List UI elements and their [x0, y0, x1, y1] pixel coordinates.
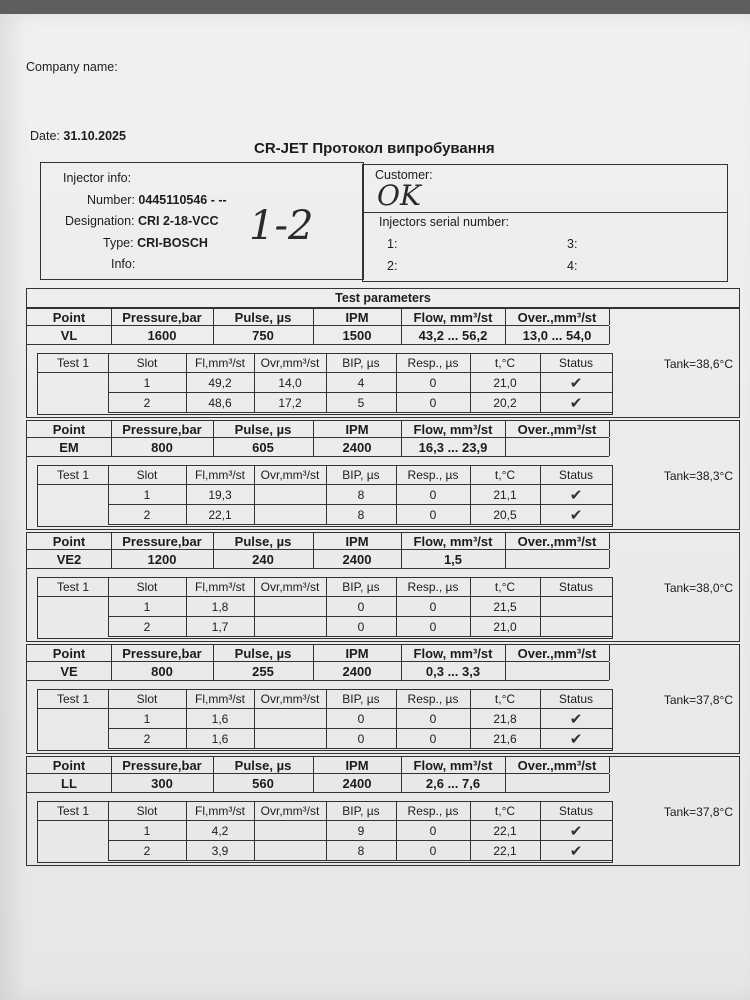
- results-header-fl: Fl,mm³/st: [186, 802, 255, 821]
- header-label-point: Point: [27, 757, 112, 773]
- header-label-ipm: IPM: [313, 309, 402, 325]
- results-cell-bip: 0: [326, 617, 397, 637]
- results-spacer: [38, 505, 109, 524]
- section-header-labels: [27, 421, 609, 438]
- test-section: [26, 532, 740, 642]
- results-cell-resp: 0: [396, 709, 471, 729]
- results-cell-ovr: 14,0: [254, 373, 327, 393]
- header-label-ipm: IPM: [313, 757, 402, 773]
- test-parameters-banner: [26, 288, 740, 308]
- results-header-resp: Resp., µs: [396, 690, 471, 709]
- results-header-bip: BIP, µs: [326, 354, 397, 373]
- header-value-over: [505, 550, 610, 568]
- section-header-labels: [27, 645, 609, 662]
- results-cell-fl: 49,2: [186, 373, 255, 393]
- results-header-slot: Slot: [108, 466, 187, 485]
- results-cell-resp: 0: [396, 617, 471, 637]
- section-header-values: [27, 662, 609, 681]
- header-label-pressure: Pressure,bar: [111, 645, 214, 661]
- results-cell-resp: 0: [396, 393, 471, 413]
- designation-row: [65, 214, 219, 228]
- results-header-fl: Fl,mm³/st: [186, 690, 255, 709]
- header-value-flow: 0,3 ... 3,3: [401, 662, 506, 680]
- results-cell-resp: 0: [396, 505, 471, 525]
- header-value-flow: 43,2 ... 56,2: [401, 326, 506, 344]
- results-cell-fl: 22,1: [186, 505, 255, 525]
- customer-label: Customer:: [375, 168, 433, 182]
- results-header-status: Status: [540, 578, 613, 597]
- results-cell-resp: 0: [396, 373, 471, 393]
- header-label-ipm: IPM: [313, 421, 402, 437]
- results-cell-ovr: [254, 821, 327, 841]
- results-cell-resp: 0: [396, 485, 471, 505]
- results-header-fl: Fl,mm³/st: [186, 466, 255, 485]
- header-label-point: Point: [27, 421, 112, 437]
- results-cell-resp: 0: [396, 821, 471, 841]
- results-cell-slot: 2: [108, 729, 187, 749]
- results-header-status: Status: [540, 466, 613, 485]
- header-label-pressure: Pressure,bar: [111, 309, 214, 325]
- header-label-over: Over.,mm³/st: [505, 533, 610, 549]
- status-check-icon: ✔: [540, 505, 613, 525]
- injector-info-box: [40, 162, 364, 280]
- results-header-test: Test 1: [38, 690, 109, 709]
- header-value-point: VL: [27, 326, 112, 344]
- results-header-slot: Slot: [108, 578, 187, 597]
- results-spacer: [38, 729, 109, 748]
- customer-handwritten: OK: [377, 179, 421, 212]
- results-cell-fl: 1,8: [186, 597, 255, 617]
- results-cell-t: 20,2: [470, 393, 541, 413]
- number-label: Number:: [87, 193, 135, 207]
- date-value: 31.10.2025: [63, 129, 126, 143]
- header-label-pulse: Pulse, µs: [213, 309, 314, 325]
- results-cell-fl: 19,3: [186, 485, 255, 505]
- test-section: [26, 756, 740, 866]
- results-cell-bip: 0: [326, 729, 397, 749]
- results-spacer: [38, 393, 109, 412]
- test-section: [26, 420, 740, 530]
- number-row: [87, 193, 227, 207]
- results-cell-t: 21,1: [470, 485, 541, 505]
- header-label-over: Over.,mm³/st: [505, 757, 610, 773]
- results-table: [37, 353, 613, 415]
- header-label-pressure: Pressure,bar: [111, 421, 214, 437]
- header-label-flow: Flow, mm³/st: [401, 757, 506, 773]
- date-label: Date:: [30, 129, 60, 143]
- results-cell-t: 22,1: [470, 841, 541, 861]
- results-cell-fl: 1,7: [186, 617, 255, 637]
- results-cell-fl: 3,9: [186, 841, 255, 861]
- type-row: [103, 236, 208, 250]
- header-value-point: VE: [27, 662, 112, 680]
- results-cell-resp: 0: [396, 841, 471, 861]
- header-value-over: [505, 438, 610, 456]
- results-header-temp: t,°C: [470, 802, 541, 821]
- results-header-status: Status: [540, 354, 613, 373]
- results-cell-fl: 48,6: [186, 393, 255, 413]
- type-value: CRI-BOSCH: [137, 236, 208, 250]
- results-cell-slot: 1: [108, 597, 187, 617]
- date-row: [30, 129, 126, 143]
- results-cell-slot: 1: [108, 373, 187, 393]
- results-cell-t: 22,1: [470, 821, 541, 841]
- header-value-pressure: 300: [111, 774, 214, 792]
- results-table: [37, 465, 613, 527]
- header-value-flow: 1,5: [401, 550, 506, 568]
- results-header-bip: BIP, µs: [326, 690, 397, 709]
- header-value-pulse: 255: [213, 662, 314, 680]
- section-header-values: [27, 774, 609, 793]
- results-spacer: [38, 821, 109, 840]
- serial-slot-3: 3:: [567, 237, 578, 251]
- header-value-over: [505, 662, 610, 680]
- results-header-ovr: Ovr,mm³/st: [254, 466, 327, 485]
- number-value: 0445110546 - --: [138, 193, 227, 207]
- header-label-ipm: IPM: [313, 533, 402, 549]
- section-header-labels: [27, 309, 609, 326]
- header-label-flow: Flow, mm³/st: [401, 645, 506, 661]
- paper-sheet: [0, 14, 750, 1000]
- header-label-pulse: Pulse, µs: [213, 421, 314, 437]
- header-value-pressure: 800: [111, 438, 214, 456]
- results-spacer: [38, 373, 109, 392]
- tank-temperature: Tank=37,8°C: [663, 805, 733, 819]
- injector-info-heading: Injector info:: [63, 171, 132, 185]
- header-label-point: Point: [27, 309, 112, 325]
- status-check-icon: ✔: [540, 729, 613, 749]
- results-cell-t: 21,8: [470, 709, 541, 729]
- results-cell-resp: 0: [396, 729, 471, 749]
- results-header-bip: BIP, µs: [326, 466, 397, 485]
- results-header-test: Test 1: [38, 578, 109, 597]
- results-cell-slot: 1: [108, 709, 187, 729]
- serial-label: Injectors serial number:: [379, 215, 509, 229]
- header-value-pressure: 1200: [111, 550, 214, 568]
- designation-label: Designation:: [65, 214, 135, 228]
- section-header-labels: [27, 533, 609, 550]
- status-check-icon: ✔: [540, 485, 613, 505]
- results-header-resp: Resp., µs: [396, 802, 471, 821]
- status-cell: [540, 597, 613, 617]
- results-header-ovr: Ovr,mm³/st: [254, 354, 327, 373]
- header-label-flow: Flow, mm³/st: [401, 421, 506, 437]
- results-spacer: [38, 617, 109, 636]
- header-label-pulse: Pulse, µs: [213, 757, 314, 773]
- results-header-temp: t,°C: [470, 578, 541, 597]
- results-header-temp: t,°C: [470, 354, 541, 373]
- results-cell-t: 21,0: [470, 617, 541, 637]
- results-cell-t: 21,6: [470, 729, 541, 749]
- results-spacer: [38, 841, 109, 860]
- section-header-values: [27, 550, 609, 569]
- results-header-slot: Slot: [108, 802, 187, 821]
- test-section: [26, 644, 740, 754]
- results-cell-ovr: [254, 485, 327, 505]
- results-cell-slot: 2: [108, 617, 187, 637]
- results-header-test: Test 1: [38, 466, 109, 485]
- results-header-fl: Fl,mm³/st: [186, 578, 255, 597]
- header-value-ipm: 2400: [313, 550, 402, 568]
- serial-slot-4: 4:: [567, 259, 578, 273]
- header-label-pressure: Pressure,bar: [111, 757, 214, 773]
- header-value-point: VE2: [27, 550, 112, 568]
- results-header-slot: Slot: [108, 354, 187, 373]
- status-check-icon: ✔: [540, 393, 613, 413]
- header-value-flow: 2,6 ... 7,6: [401, 774, 506, 792]
- results-cell-slot: 2: [108, 393, 187, 413]
- results-header-ovr: Ovr,mm³/st: [254, 690, 327, 709]
- header-label-over: Over.,mm³/st: [505, 421, 610, 437]
- results-cell-slot: 1: [108, 821, 187, 841]
- results-cell-ovr: [254, 597, 327, 617]
- results-cell-slot: 2: [108, 505, 187, 525]
- results-header-fl: Fl,mm³/st: [186, 354, 255, 373]
- header-value-flow: 16,3 ... 23,9: [401, 438, 506, 456]
- results-cell-resp: 0: [396, 597, 471, 617]
- results-cell-ovr: [254, 729, 327, 749]
- results-cell-t: 21,5: [470, 597, 541, 617]
- section-header-values: [27, 326, 609, 345]
- results-header-temp: t,°C: [470, 466, 541, 485]
- results-header-status: Status: [540, 802, 613, 821]
- results-cell-bip: 4: [326, 373, 397, 393]
- results-spacer: [38, 709, 109, 728]
- results-cell-bip: 5: [326, 393, 397, 413]
- results-cell-ovr: 17,2: [254, 393, 327, 413]
- header-value-pressure: 1600: [111, 326, 214, 344]
- header-label-pulse: Pulse, µs: [213, 645, 314, 661]
- test-section: [26, 308, 740, 418]
- type-label: Type:: [103, 236, 134, 250]
- results-header-ovr: Ovr,mm³/st: [254, 578, 327, 597]
- header-label-flow: Flow, mm³/st: [401, 533, 506, 549]
- results-header-test: Test 1: [38, 802, 109, 821]
- results-cell-slot: 1: [108, 485, 187, 505]
- header-label-point: Point: [27, 645, 112, 661]
- results-header-ovr: Ovr,mm³/st: [254, 802, 327, 821]
- serial-slot-2: 2:: [387, 259, 398, 273]
- results-header-test: Test 1: [38, 354, 109, 373]
- header-label-point: Point: [27, 533, 112, 549]
- status-check-icon: ✔: [540, 821, 613, 841]
- results-spacer: [38, 597, 109, 616]
- header-label-over: Over.,mm³/st: [505, 309, 610, 325]
- results-cell-fl: 1,6: [186, 709, 255, 729]
- serial-slot-1: 1:: [387, 237, 398, 251]
- results-cell-t: 20,5: [470, 505, 541, 525]
- results-header-slot: Slot: [108, 690, 187, 709]
- results-header-status: Status: [540, 690, 613, 709]
- results-cell-ovr: [254, 505, 327, 525]
- results-cell-ovr: [254, 617, 327, 637]
- header-label-pulse: Pulse, µs: [213, 533, 314, 549]
- header-value-pulse: 560: [213, 774, 314, 792]
- results-cell-bip: 0: [326, 597, 397, 617]
- header-value-over: 13,0 ... 54,0: [505, 326, 610, 344]
- tank-temperature: Tank=37,8°C: [663, 693, 733, 707]
- results-header-bip: BIP, µs: [326, 578, 397, 597]
- header-value-pulse: 750: [213, 326, 314, 344]
- status-check-icon: ✔: [540, 841, 613, 861]
- status-check-icon: ✔: [540, 373, 613, 393]
- header-label-over: Over.,mm³/st: [505, 645, 610, 661]
- header-value-point: EM: [27, 438, 112, 456]
- designation-value: CRI 2-18-VCC: [137, 214, 219, 228]
- customer-divider: [363, 212, 727, 213]
- customer-box: [362, 164, 728, 282]
- header-value-pulse: 605: [213, 438, 314, 456]
- tank-temperature: Tank=38,0°C: [663, 581, 733, 595]
- results-cell-fl: 4,2: [186, 821, 255, 841]
- header-label-flow: Flow, mm³/st: [401, 309, 506, 325]
- company-label: Company name:: [26, 60, 118, 74]
- header-value-pressure: 800: [111, 662, 214, 680]
- test-parameters-title: Test parameters: [335, 291, 431, 305]
- header-value-over: [505, 774, 610, 792]
- results-header-resp: Resp., µs: [396, 466, 471, 485]
- results-table: [37, 689, 613, 751]
- header-value-ipm: 2400: [313, 662, 402, 680]
- tank-temperature: Tank=38,3°C: [663, 469, 733, 483]
- results-table: [37, 577, 613, 639]
- results-cell-bip: 9: [326, 821, 397, 841]
- section-header-values: [27, 438, 609, 457]
- header-label-ipm: IPM: [313, 645, 402, 661]
- page-title: CR-JET Протокол випробування: [254, 140, 495, 157]
- status-cell: [540, 617, 613, 637]
- header-value-point: LL: [27, 774, 112, 792]
- tank-temperature: Tank=38,6°C: [663, 357, 733, 371]
- header-value-ipm: 2400: [313, 774, 402, 792]
- results-header-bip: BIP, µs: [326, 802, 397, 821]
- results-header-temp: t,°C: [470, 690, 541, 709]
- handwritten-mark: 1-2: [249, 203, 314, 249]
- status-check-icon: ✔: [540, 709, 613, 729]
- results-header-resp: Resp., µs: [396, 354, 471, 373]
- header-label-pressure: Pressure,bar: [111, 533, 214, 549]
- results-cell-bip: 0: [326, 709, 397, 729]
- header-value-pulse: 240: [213, 550, 314, 568]
- results-cell-fl: 1,6: [186, 729, 255, 749]
- results-table: [37, 801, 613, 863]
- header-value-ipm: 2400: [313, 438, 402, 456]
- header-value-ipm: 1500: [313, 326, 402, 344]
- results-spacer: [38, 485, 109, 504]
- results-cell-bip: 8: [326, 505, 397, 525]
- results-cell-bip: 8: [326, 485, 397, 505]
- results-cell-bip: 8: [326, 841, 397, 861]
- section-header-labels: [27, 757, 609, 774]
- results-cell-ovr: [254, 709, 327, 729]
- results-cell-slot: 2: [108, 841, 187, 861]
- results-cell-t: 21,0: [470, 373, 541, 393]
- info-label: Info:: [111, 257, 136, 271]
- results-cell-ovr: [254, 841, 327, 861]
- results-header-resp: Resp., µs: [396, 578, 471, 597]
